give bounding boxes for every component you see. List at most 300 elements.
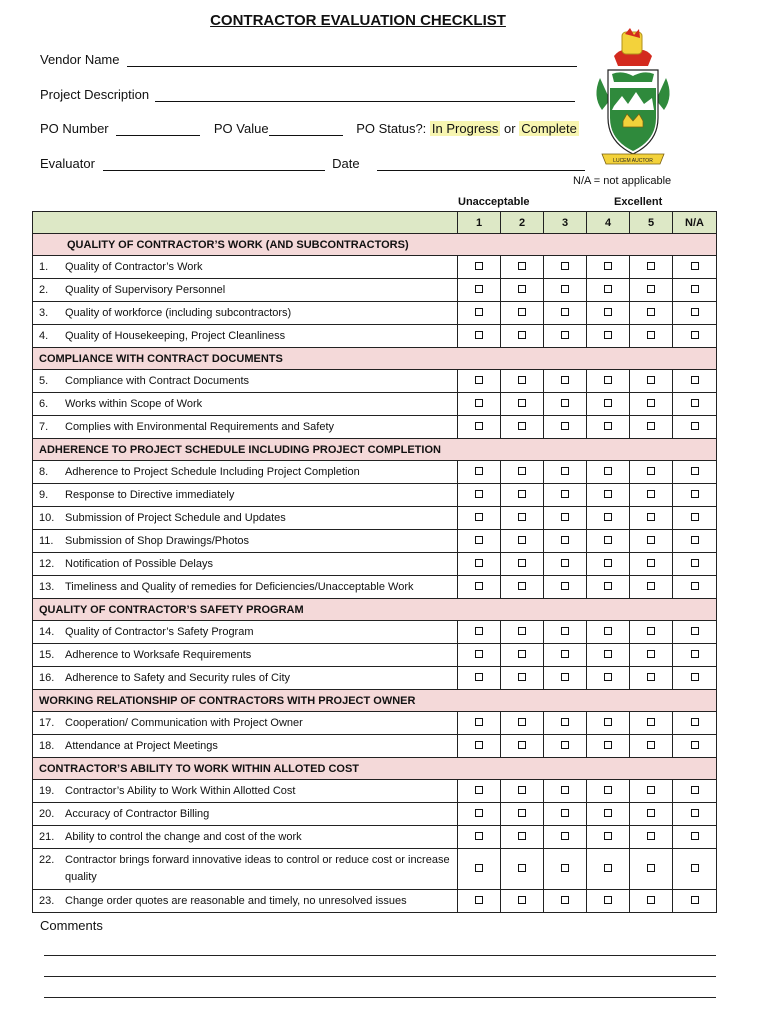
rating-checkbox[interactable] xyxy=(691,809,699,817)
rating-cell xyxy=(458,803,501,826)
rating-checkbox[interactable] xyxy=(518,650,526,658)
rating-cell xyxy=(587,393,630,416)
rating-checkbox[interactable] xyxy=(561,422,569,430)
rating-checkbox[interactable] xyxy=(518,786,526,794)
evaluator-label: Evaluator xyxy=(40,156,95,171)
rating-cell xyxy=(501,780,544,803)
vendor-name-field[interactable] xyxy=(127,53,577,67)
rating-checkbox[interactable] xyxy=(647,741,655,749)
criterion-number: 19. xyxy=(39,784,55,797)
criterion-number: 17. xyxy=(39,716,55,729)
criterion-row xyxy=(33,325,717,348)
criterion-cell xyxy=(33,370,458,393)
rating-checkbox[interactable] xyxy=(604,627,612,635)
rating-cell xyxy=(458,416,501,439)
rating-cell xyxy=(673,644,717,667)
rating-checkbox[interactable] xyxy=(475,864,483,872)
project-description-field[interactable] xyxy=(155,88,575,102)
criterion xyxy=(33,715,457,732)
column-header: 3 xyxy=(544,212,587,234)
rating-checkbox[interactable] xyxy=(604,513,612,521)
rating-checkbox[interactable] xyxy=(475,896,483,904)
rating-checkbox[interactable] xyxy=(604,536,612,544)
rating-checkbox[interactable] xyxy=(518,422,526,430)
criterion-row xyxy=(33,507,717,530)
rating-cell xyxy=(458,279,501,302)
rating-checkbox[interactable] xyxy=(475,376,483,384)
rating-checkbox[interactable] xyxy=(518,864,526,872)
rating-checkbox[interactable] xyxy=(691,559,699,567)
rating-cell xyxy=(544,416,587,439)
rating-checkbox[interactable] xyxy=(604,422,612,430)
rating-checkbox[interactable] xyxy=(604,376,612,384)
criterion-text: Adherence to Project Schedule Including Project Completion xyxy=(65,465,360,478)
criterion-cell xyxy=(33,576,458,599)
criterion xyxy=(33,852,457,886)
rating-cell xyxy=(630,461,673,484)
rating-checkbox[interactable] xyxy=(604,559,612,567)
rating-cell xyxy=(501,735,544,758)
rating-cell xyxy=(544,302,587,325)
rating-checkbox[interactable] xyxy=(691,673,699,681)
evaluator-field[interactable] xyxy=(103,157,325,171)
rating-checkbox[interactable] xyxy=(475,331,483,339)
rating-checkbox[interactable] xyxy=(561,467,569,475)
rating-checkbox[interactable] xyxy=(691,331,699,339)
criterion-cell xyxy=(33,256,458,279)
rating-checkbox[interactable] xyxy=(561,536,569,544)
rating-checkbox[interactable] xyxy=(691,308,699,316)
rating-checkbox[interactable] xyxy=(604,467,612,475)
rating-cell xyxy=(501,890,544,913)
rating-checkbox[interactable] xyxy=(475,718,483,726)
rating-cell xyxy=(544,279,587,302)
rating-checkbox[interactable] xyxy=(475,809,483,817)
rating-cell xyxy=(587,826,630,849)
rating-checkbox[interactable] xyxy=(691,513,699,521)
rating-checkbox[interactable] xyxy=(475,308,483,316)
rating-cell xyxy=(458,393,501,416)
rating-checkbox[interactable] xyxy=(475,741,483,749)
scale-high-label: Excellent xyxy=(614,196,663,208)
rating-checkbox[interactable] xyxy=(604,650,612,658)
criterion-row xyxy=(33,484,717,507)
rating-checkbox[interactable] xyxy=(647,331,655,339)
section-header-row xyxy=(33,439,717,461)
rating-cell xyxy=(501,826,544,849)
rating-checkbox[interactable] xyxy=(604,308,612,316)
rating-cell xyxy=(587,279,630,302)
criterion-number: 3. xyxy=(39,306,49,319)
rating-cell xyxy=(544,325,587,348)
rating-checkbox[interactable] xyxy=(475,285,483,293)
rating-checkbox[interactable] xyxy=(691,490,699,498)
rating-cell xyxy=(630,507,673,530)
column-header: 1 xyxy=(458,212,501,234)
rating-cell xyxy=(458,461,501,484)
rating-cell xyxy=(630,530,673,553)
rating-cell xyxy=(544,712,587,735)
rating-cell xyxy=(673,576,717,599)
rating-cell xyxy=(458,576,501,599)
rating-checkbox[interactable] xyxy=(647,582,655,590)
rating-checkbox[interactable] xyxy=(647,809,655,817)
rating-cell xyxy=(544,735,587,758)
rating-cell xyxy=(587,712,630,735)
criterion-text: Submission of Shop Drawings/Photos xyxy=(65,534,250,547)
criterion xyxy=(33,533,457,550)
rating-cell xyxy=(630,803,673,826)
rating-checkbox[interactable] xyxy=(475,582,483,590)
rating-checkbox[interactable] xyxy=(475,673,483,681)
criterion-cell xyxy=(33,826,458,849)
rating-checkbox[interactable] xyxy=(475,422,483,430)
rating-checkbox[interactable] xyxy=(518,399,526,407)
criterion-row xyxy=(33,530,717,553)
rating-checkbox[interactable] xyxy=(518,513,526,521)
rating-checkbox[interactable] xyxy=(475,559,483,567)
rating-checkbox[interactable] xyxy=(691,262,699,270)
scale-low-label: Unacceptable xyxy=(458,196,530,208)
comment-line[interactable] xyxy=(44,997,716,998)
rating-checkbox[interactable] xyxy=(561,262,569,270)
criterion xyxy=(33,282,457,299)
rating-checkbox[interactable] xyxy=(647,832,655,840)
criterion-cell xyxy=(33,530,458,553)
rating-cell xyxy=(630,712,673,735)
rating-cell xyxy=(673,393,717,416)
rating-cell xyxy=(458,507,501,530)
rating-cell xyxy=(544,644,587,667)
rating-cell xyxy=(544,667,587,690)
rating-cell xyxy=(587,553,630,576)
criterion-number: 23. xyxy=(39,894,55,907)
rating-checkbox[interactable] xyxy=(561,331,569,339)
comment-line[interactable] xyxy=(44,976,716,977)
rating-checkbox[interactable] xyxy=(561,285,569,293)
rating-cell xyxy=(587,256,630,279)
rating-checkbox[interactable] xyxy=(604,832,612,840)
rating-checkbox[interactable] xyxy=(647,536,655,544)
rating-checkbox[interactable] xyxy=(647,627,655,635)
criterion-text: Adherence to Worksafe Requirements xyxy=(65,648,252,661)
rating-checkbox[interactable] xyxy=(647,864,655,872)
criterion-number: 11. xyxy=(39,534,54,547)
rating-checkbox[interactable] xyxy=(604,399,612,407)
section-title: ADHERENCE TO PROJECT SCHEDULE INCLUDING PROJECT COMPLETION xyxy=(33,439,717,461)
rating-checkbox[interactable] xyxy=(691,536,699,544)
rating-checkbox[interactable] xyxy=(475,467,483,475)
rating-checkbox[interactable] xyxy=(561,308,569,316)
rating-cell xyxy=(587,849,630,890)
rating-cell xyxy=(544,576,587,599)
criterion-text: Works within Scope of Work xyxy=(65,397,203,410)
criterion-cell xyxy=(33,325,458,348)
rating-checkbox[interactable] xyxy=(647,308,655,316)
rating-checkbox[interactable] xyxy=(475,650,483,658)
rating-cell xyxy=(673,826,717,849)
status-complete[interactable]: Complete xyxy=(521,121,577,136)
rating-cell xyxy=(501,621,544,644)
rating-checkbox[interactable] xyxy=(475,262,483,270)
rating-checkbox[interactable] xyxy=(691,864,699,872)
rating-checkbox[interactable] xyxy=(518,331,526,339)
rating-cell xyxy=(458,325,501,348)
rating-checkbox[interactable] xyxy=(691,786,699,794)
rating-cell xyxy=(673,530,717,553)
rating-cell xyxy=(587,484,630,507)
rating-checkbox[interactable] xyxy=(518,559,526,567)
rating-checkbox[interactable] xyxy=(475,536,483,544)
rating-checkbox[interactable] xyxy=(647,467,655,475)
rating-checkbox[interactable] xyxy=(561,376,569,384)
rating-checkbox[interactable] xyxy=(561,741,569,749)
criterion-number: 16. xyxy=(39,671,55,684)
criterion-cell xyxy=(33,393,458,416)
rating-cell xyxy=(458,530,501,553)
rating-cell xyxy=(544,890,587,913)
rating-checkbox[interactable] xyxy=(647,490,655,498)
rating-checkbox[interactable] xyxy=(561,864,569,872)
section-header-row xyxy=(33,234,717,256)
section-header-row xyxy=(33,599,717,621)
rating-checkbox[interactable] xyxy=(691,741,699,749)
rating-checkbox[interactable] xyxy=(561,513,569,521)
comments-label: Comments xyxy=(40,918,103,933)
criterion-text: Timeliness and Quality of remedies for Deficiencies/Unacceptable Work xyxy=(65,580,414,593)
rating-checkbox[interactable] xyxy=(691,718,699,726)
rating-cell xyxy=(458,735,501,758)
criterion-cell xyxy=(33,890,458,913)
criterion-number: 15. xyxy=(39,648,55,661)
rating-cell xyxy=(501,256,544,279)
rating-checkbox[interactable] xyxy=(561,650,569,658)
po-number-field[interactable] xyxy=(116,122,200,136)
rating-cell xyxy=(544,780,587,803)
rating-cell xyxy=(630,325,673,348)
rating-cell xyxy=(673,803,717,826)
rating-cell xyxy=(458,712,501,735)
rating-cell xyxy=(501,507,544,530)
rating-checkbox[interactable] xyxy=(518,285,526,293)
rating-checkbox[interactable] xyxy=(518,896,526,904)
rating-checkbox[interactable] xyxy=(518,262,526,270)
rating-checkbox[interactable] xyxy=(691,896,699,904)
rating-cell xyxy=(501,393,544,416)
rating-checkbox[interactable] xyxy=(691,627,699,635)
criterion-number: 9. xyxy=(39,488,49,501)
rating-checkbox[interactable] xyxy=(518,741,526,749)
rating-checkbox[interactable] xyxy=(518,832,526,840)
rating-checkbox[interactable] xyxy=(604,896,612,904)
criterion-row xyxy=(33,644,717,667)
criterion-text: Adherence to Safety and Security rules of City xyxy=(65,671,291,684)
rating-cell xyxy=(673,325,717,348)
po-number-label: PO Number xyxy=(40,121,109,136)
rating-checkbox[interactable] xyxy=(691,467,699,475)
po-row xyxy=(40,121,579,136)
rating-checkbox[interactable] xyxy=(691,832,699,840)
rating-checkbox[interactable] xyxy=(604,262,612,270)
criterion-number: 2. xyxy=(39,283,49,296)
rating-checkbox[interactable] xyxy=(518,490,526,498)
rating-checkbox[interactable] xyxy=(691,376,699,384)
rating-checkbox[interactable] xyxy=(475,490,483,498)
column-header: 4 xyxy=(587,212,630,234)
criterion-text: Quality of Contractor’s Work xyxy=(65,260,203,273)
criterion-number: 20. xyxy=(39,807,55,820)
criterion-row xyxy=(33,712,717,735)
rating-cell xyxy=(458,644,501,667)
date-field[interactable] xyxy=(377,157,585,171)
section-title: QUALITY OF CONTRACTOR’S WORK (AND SUBCONTRACTORS) xyxy=(33,234,717,256)
rating-checkbox[interactable] xyxy=(518,536,526,544)
rating-checkbox[interactable] xyxy=(561,832,569,840)
criterion-number: 12. xyxy=(39,557,55,570)
rating-checkbox[interactable] xyxy=(647,422,655,430)
rating-checkbox[interactable] xyxy=(647,896,655,904)
rating-checkbox[interactable] xyxy=(604,490,612,498)
rating-checkbox[interactable] xyxy=(561,627,569,635)
rating-checkbox[interactable] xyxy=(518,673,526,681)
criterion-text: Ability to control the change and cost of the work xyxy=(65,830,302,843)
rating-checkbox[interactable] xyxy=(604,331,612,339)
status-in-progress[interactable]: In Progress xyxy=(431,121,499,136)
rating-checkbox[interactable] xyxy=(604,741,612,749)
rating-cell xyxy=(544,484,587,507)
rating-checkbox[interactable] xyxy=(647,673,655,681)
rating-checkbox[interactable] xyxy=(518,809,526,817)
criterion xyxy=(33,464,457,481)
rating-cell xyxy=(501,370,544,393)
rating-checkbox[interactable] xyxy=(475,399,483,407)
rating-checkbox[interactable] xyxy=(604,786,612,794)
criterion-text: Submission of Project Schedule and Updates xyxy=(65,511,286,524)
rating-checkbox[interactable] xyxy=(518,582,526,590)
rating-checkbox[interactable] xyxy=(647,399,655,407)
criterion-text: Change order quotes are reasonable and timely, no unresolved issues xyxy=(65,894,407,907)
rating-cell xyxy=(544,507,587,530)
date-label: Date xyxy=(332,156,360,171)
rating-checkbox[interactable] xyxy=(647,513,655,521)
rating-checkbox[interactable] xyxy=(518,467,526,475)
rating-cell xyxy=(458,553,501,576)
rating-checkbox[interactable] xyxy=(561,786,569,794)
rating-checkbox[interactable] xyxy=(691,650,699,658)
rating-checkbox[interactable] xyxy=(561,673,569,681)
rating-checkbox[interactable] xyxy=(647,262,655,270)
rating-cell xyxy=(587,302,630,325)
rating-checkbox[interactable] xyxy=(604,809,612,817)
criterion-row xyxy=(33,803,717,826)
rating-checkbox[interactable] xyxy=(561,896,569,904)
rating-cell xyxy=(501,484,544,507)
criterion-number: 18. xyxy=(39,739,55,752)
rating-cell xyxy=(673,370,717,393)
rating-cell xyxy=(673,461,717,484)
criterion-cell xyxy=(33,461,458,484)
rating-checkbox[interactable] xyxy=(475,513,483,521)
rating-cell xyxy=(544,370,587,393)
rating-cell xyxy=(630,279,673,302)
rating-checkbox[interactable] xyxy=(475,832,483,840)
evaluator-row xyxy=(40,156,585,171)
rating-checkbox[interactable] xyxy=(475,786,483,794)
rating-cell xyxy=(544,826,587,849)
criterion xyxy=(33,556,457,573)
section-header-row xyxy=(33,690,717,712)
rating-cell xyxy=(544,621,587,644)
rating-checkbox[interactable] xyxy=(691,422,699,430)
rating-checkbox[interactable] xyxy=(604,582,612,590)
rating-checkbox[interactable] xyxy=(604,864,612,872)
rating-cell xyxy=(458,849,501,890)
rating-checkbox[interactable] xyxy=(647,718,655,726)
comment-line[interactable] xyxy=(44,955,716,956)
rating-checkbox[interactable] xyxy=(647,376,655,384)
rating-checkbox[interactable] xyxy=(475,627,483,635)
rating-checkbox[interactable] xyxy=(647,559,655,567)
criterion xyxy=(33,396,457,413)
criterion-text: Quality of workforce (including subcontractors) xyxy=(65,306,292,319)
rating-checkbox[interactable] xyxy=(691,582,699,590)
rating-cell xyxy=(544,530,587,553)
rating-cell xyxy=(501,325,544,348)
rating-checkbox[interactable] xyxy=(518,718,526,726)
column-header: N/A xyxy=(673,212,717,234)
rating-checkbox[interactable] xyxy=(604,285,612,293)
rating-checkbox[interactable] xyxy=(561,559,569,567)
rating-cell xyxy=(587,576,630,599)
rating-checkbox[interactable] xyxy=(647,650,655,658)
rating-checkbox[interactable] xyxy=(647,786,655,794)
rating-cell xyxy=(458,256,501,279)
rating-cell xyxy=(630,416,673,439)
po-value-field[interactable] xyxy=(269,122,343,136)
rating-cell xyxy=(673,256,717,279)
rating-checkbox[interactable] xyxy=(647,285,655,293)
rating-cell xyxy=(458,370,501,393)
rating-checkbox[interactable] xyxy=(561,490,569,498)
criterion-number: 10. xyxy=(39,511,55,524)
rating-cell xyxy=(630,553,673,576)
rating-checkbox[interactable] xyxy=(691,399,699,407)
rating-checkbox[interactable] xyxy=(518,627,526,635)
criterion xyxy=(33,647,457,664)
rating-checkbox[interactable] xyxy=(561,582,569,590)
rating-cell xyxy=(544,256,587,279)
rating-cell xyxy=(458,484,501,507)
rating-checkbox[interactable] xyxy=(518,376,526,384)
rating-checkbox[interactable] xyxy=(691,285,699,293)
coat-of-arms-crest xyxy=(592,26,674,172)
rating-cell xyxy=(587,461,630,484)
criterion-text: Accuracy of Contractor Billing xyxy=(65,807,210,820)
rating-checkbox[interactable] xyxy=(604,718,612,726)
rating-cell xyxy=(630,849,673,890)
rating-cell xyxy=(458,302,501,325)
rating-checkbox[interactable] xyxy=(604,673,612,681)
rating-cell xyxy=(587,890,630,913)
rating-checkbox[interactable] xyxy=(561,399,569,407)
rating-cell xyxy=(673,484,717,507)
rating-checkbox[interactable] xyxy=(561,809,569,817)
rating-cell xyxy=(587,803,630,826)
rating-checkbox[interactable] xyxy=(561,718,569,726)
criterion xyxy=(33,806,457,823)
criterion xyxy=(33,670,457,687)
rating-checkbox[interactable] xyxy=(518,308,526,316)
